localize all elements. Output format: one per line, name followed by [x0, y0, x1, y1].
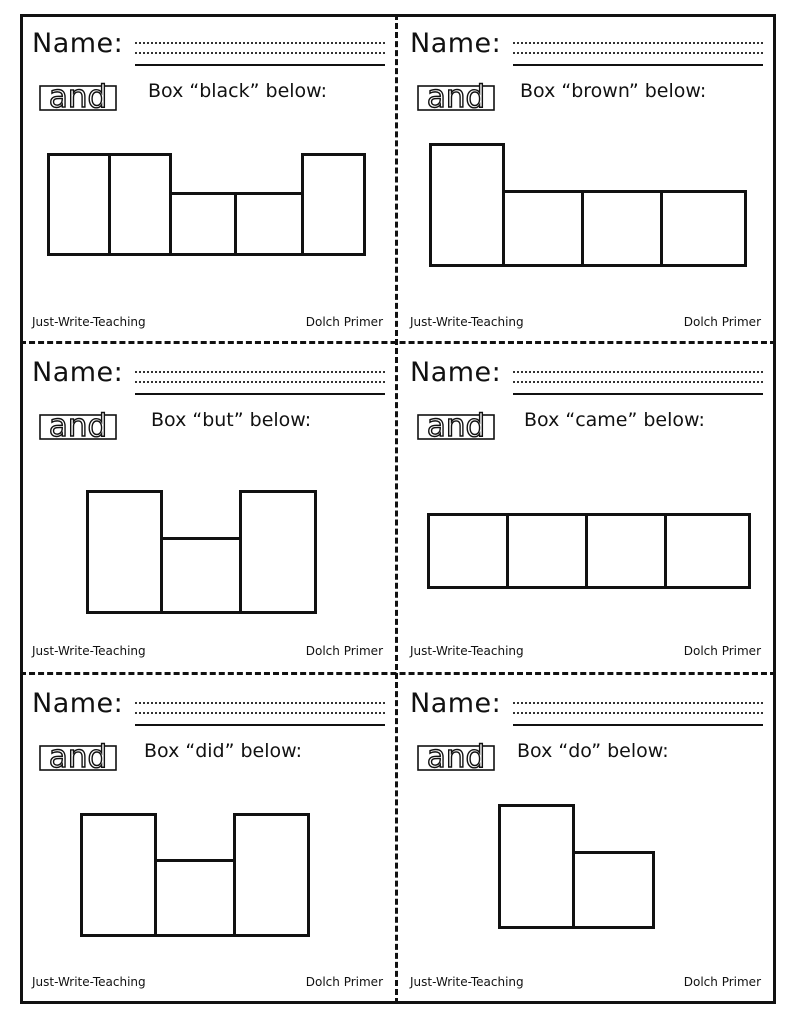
level-footer: Dolch Primer	[683, 644, 761, 658]
name-dotted-line	[135, 42, 385, 44]
letter-box-tall[interactable]	[47, 153, 111, 256]
letter-box-short[interactable]	[154, 859, 236, 937]
name-dotted-line	[135, 371, 385, 373]
name-write-line[interactable]	[135, 64, 385, 66]
name-dotted-line	[135, 702, 385, 704]
name-write-line[interactable]	[513, 724, 763, 726]
brand-footer: Just-Write-Teaching	[32, 644, 146, 658]
instruction-text: Box “did” below:	[144, 740, 303, 762]
letter-box-tall[interactable]	[233, 813, 310, 937]
letter-box-tall[interactable]	[86, 490, 163, 614]
instruction-text: Box “black” below:	[148, 80, 328, 102]
and-word-tile	[416, 401, 496, 441]
name-write-line[interactable]	[135, 724, 385, 726]
level-footer: Dolch Primer	[683, 315, 761, 329]
name-write-line[interactable]	[513, 64, 763, 66]
letter-box-short[interactable]	[169, 192, 237, 256]
letter-box-tall[interactable]	[108, 153, 172, 256]
brand-footer: Just-Write-Teaching	[410, 975, 524, 989]
letter-box-short[interactable]	[160, 537, 242, 614]
letter-box-tall[interactable]	[429, 143, 505, 267]
card-brown	[398, 14, 773, 342]
name-write-line[interactable]	[513, 393, 763, 395]
letter-box-short[interactable]	[506, 513, 588, 589]
name-dotted-line	[513, 702, 763, 704]
name-dotted-line	[513, 52, 763, 54]
brand-footer: Just-Write-Teaching	[410, 315, 524, 329]
instruction-text: Box “do” below:	[517, 740, 669, 762]
letter-box-tall[interactable]	[239, 490, 317, 614]
card-black	[20, 14, 395, 342]
letter-box-short[interactable]	[585, 513, 667, 589]
brand-footer: Just-Write-Teaching	[410, 644, 524, 658]
letter-box-tall[interactable]	[80, 813, 157, 937]
and-word: and	[48, 408, 108, 441]
letter-box-short[interactable]	[427, 513, 509, 589]
name-label: Name:	[32, 28, 124, 59]
card-do	[398, 674, 773, 1002]
letter-box-short[interactable]	[581, 190, 663, 267]
name-dotted-line	[513, 712, 763, 714]
name-dotted-line	[135, 712, 385, 714]
instruction-text: Box “but” below:	[151, 409, 312, 431]
letter-box-short[interactable]	[664, 513, 751, 589]
name-label: Name:	[32, 688, 124, 719]
name-dotted-line	[135, 381, 385, 383]
letter-box-short[interactable]	[502, 190, 584, 267]
card-came	[398, 343, 773, 671]
name-write-line[interactable]	[135, 393, 385, 395]
name-dotted-line	[513, 42, 763, 44]
letter-box-short[interactable]	[234, 192, 304, 256]
card-but	[20, 343, 395, 671]
name-dotted-line	[135, 52, 385, 54]
level-footer: Dolch Primer	[683, 975, 761, 989]
card-did	[20, 674, 395, 1002]
and-word: and	[48, 79, 108, 112]
name-label: Name:	[32, 357, 124, 388]
level-footer: Dolch Primer	[305, 975, 383, 989]
instruction-text: Box “brown” below:	[520, 80, 707, 102]
and-word-tile	[416, 72, 496, 112]
brand-footer: Just-Write-Teaching	[32, 315, 146, 329]
name-label: Name:	[410, 688, 502, 719]
and-word: and	[426, 79, 486, 112]
name-label: Name:	[410, 28, 502, 59]
and-word: and	[426, 408, 486, 441]
level-footer: Dolch Primer	[305, 644, 383, 658]
name-label: Name:	[410, 357, 502, 388]
name-dotted-line	[513, 381, 763, 383]
instruction-text: Box “came” below:	[524, 409, 705, 431]
letter-box-tall[interactable]	[498, 804, 575, 929]
name-dotted-line	[513, 371, 763, 373]
and-word-tile	[38, 401, 118, 441]
letter-box-tall[interactable]	[301, 153, 366, 256]
level-footer: Dolch Primer	[305, 315, 383, 329]
and-word: and	[48, 739, 108, 772]
and-word-tile	[416, 732, 496, 772]
and-word-tile	[38, 732, 118, 772]
and-word: and	[426, 739, 486, 772]
and-word-tile	[38, 72, 118, 112]
letter-box-short[interactable]	[572, 851, 655, 929]
brand-footer: Just-Write-Teaching	[32, 975, 146, 989]
letter-box-short[interactable]	[660, 190, 747, 267]
